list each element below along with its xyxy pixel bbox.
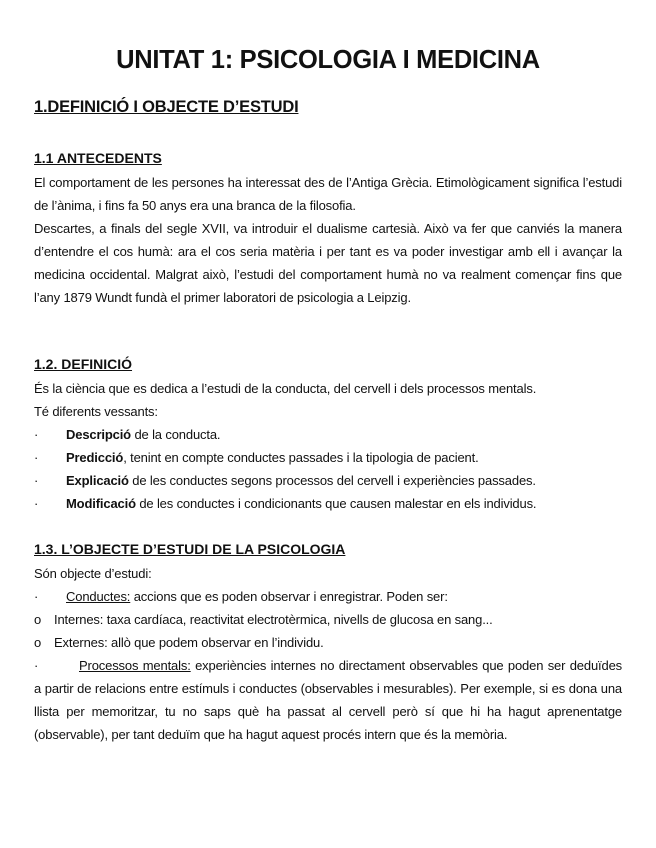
objecte-intro: Són objecte d’estudi:: [34, 566, 152, 581]
sub-list-item-text: Internes: taxa cardíaca, reactivitat electrotèrmica, nivells de glucosa en sang...: [54, 612, 493, 627]
list-item-text: de la conducta.: [130, 427, 221, 442]
list-item-text: experiències internes no directament observables que poden ser deduïdes a partir de relacions entre estímuls i conductes (observables i mesurables). Per exemple, si es dona una llista per memoritzar, tu no saps què ha passat al cervell però sí que hi ha hagut aprenentatge (observable), per tant deduïm que ha hagut aquest procés intern que és la memòria.: [34, 658, 623, 742]
bullet-icon: ·: [34, 496, 39, 511]
sub-bullet-icon: o: [34, 635, 42, 650]
list-item-term: Explicació: [66, 473, 129, 488]
bullet-icon: ·: [34, 589, 39, 604]
definicio-paragraph: És la ciència que es dedica a l’estudi de la conducta, del cervell i dels processos mentals.: [34, 381, 537, 396]
list-item-term: Processos mentals:: [79, 658, 191, 673]
list-item-text: accions que es poden observar i enregistrar. Poden ser:: [130, 589, 448, 604]
list-item-text: de les conductes i condicionants que causen malestar en els individus.: [135, 496, 537, 511]
sub-list-item-text: Externes: allò que podem observar en l’individu.: [54, 635, 324, 650]
subsection-heading-antecedents: 1.1 ANTECEDENTS: [34, 150, 162, 166]
bullet-icon: ·: [34, 473, 39, 488]
list-item-processos: [34, 654, 622, 746]
bullet-icon: ·: [34, 658, 39, 673]
list-item-text: , tenint en compte conductes passades i la tipologia de pacient.: [123, 450, 479, 465]
list-item-term: Predicció: [66, 450, 124, 465]
antecedents-paragraph-1: El comportament de les persones ha interessat des de l’Antiga Grècia. Etimològicament significa l’estudi de l’ànima, i fins fa 50 anys era una branca de la filosofia.: [34, 175, 622, 213]
document-title: UNITAT 1: PSICOLOGIA I MEDICINA: [116, 46, 540, 74]
vessants-intro: Té diferents vessants:: [34, 404, 158, 419]
list-item-text: de les conductes segons processos del cervell i experiències passades.: [128, 473, 536, 488]
sub-bullet-icon: o: [34, 612, 42, 627]
list-item-term: Modificació: [66, 496, 136, 511]
bullet-icon: ·: [34, 427, 39, 442]
antecedents-paragraph-2: Descartes, a finals del segle XVII, va introduir el dualisme cartesià. Això va fer que canviés la manera d’entendre el cos humà: ara el cos seria matèria i per tant es va poder investigar amb ell i avançar la medicina occidental. Malgrat això, l’estudi del comportament humà no va realment començar fins que l’any 1879 Wundt fundà el primer laboratori de psicologia a Leipzig.: [34, 221, 622, 305]
list-item-term: Conductes:: [66, 589, 131, 604]
subsection-heading-definicio: 1.2. DEFINICIÓ: [34, 356, 133, 372]
section-heading-definicio-objecte: 1.DEFINICIÓ I OBJECTE D’ESTUDI: [34, 98, 299, 116]
bullet-icon: ·: [34, 450, 39, 465]
list-item-term: Descripció: [66, 427, 131, 442]
subsection-heading-objecte: 1.3. L’OBJECTE D’ESTUDI DE LA PSICOLOGIA: [34, 541, 346, 557]
